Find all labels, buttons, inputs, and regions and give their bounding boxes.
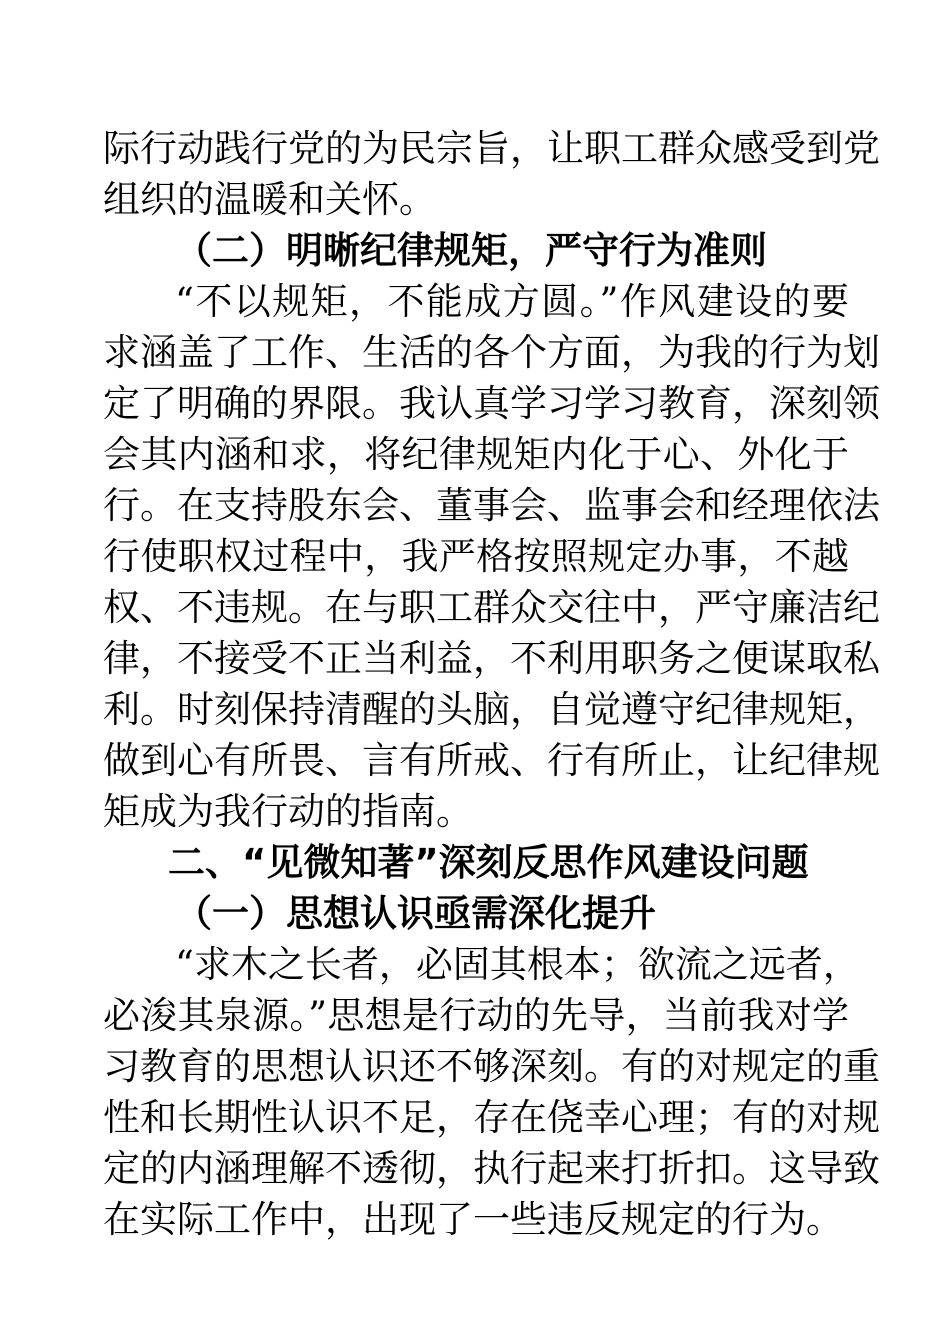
- paragraph-line: 组织的温暖和关怀。: [103, 178, 436, 221]
- paragraph-line: 在实际工作中，出现了一些违反规定的行为。: [103, 1198, 843, 1241]
- paragraph-line: 行使职权过程中，我严格按照规定办事，不越: [103, 535, 849, 578]
- paragraph-line: 求涵盖了工作、生活的各个方面，为我的行为划: [103, 331, 880, 374]
- paragraph-line: 际行动践行党的为民宗旨，让职工群众感受到党: [103, 127, 880, 170]
- paragraph-line: “求木之长者，必固其根本；欲流之远者，: [175, 943, 860, 986]
- paragraph-line: 性和长期性认识不足，存在侥幸心理；有的对规: [103, 1096, 880, 1139]
- paragraph-line: 行。在支持股东会、董事会、监事会和经理依法: [103, 484, 880, 527]
- paragraph-line: 权、不违规。在与职工群众交往中，严守廉洁纪: [103, 586, 880, 629]
- paragraph-line: 律，不接受不正当利益，不利用职务之便谋取私: [103, 637, 880, 680]
- paragraph-line: 利。时刻保持清醒的头脑，自觉遵守纪律规矩，: [103, 688, 880, 731]
- paragraph-line: “不以规矩，不能成方圆。”作风建设的要: [175, 280, 849, 323]
- paragraph-line: 定了明确的界限。我认真学习学习教育，深刻领: [103, 382, 880, 425]
- section-heading: 二、“见微知著”深刻反思作风建设问题: [168, 841, 809, 884]
- section-subheading: （一）思想认识亟需深化提升: [175, 892, 656, 935]
- paragraph-line: 必浚其泉源。”思想是行动的先导，当前我对学: [103, 994, 849, 1037]
- paragraph-line: 做到心有所畏、言有所戒、行有所止，让纪律规: [103, 739, 880, 782]
- section-subheading: （二）明晰纪律规矩，严守行为准则: [175, 229, 767, 272]
- paragraph-line: 习教育的思想认识还不够深刻。有的对规定的重: [103, 1045, 880, 1088]
- paragraph-line: 矩成为我行动的指南。: [103, 790, 473, 833]
- paragraph-line: 会其内涵和求，将纪律规矩内化于心、外化于: [103, 433, 849, 476]
- paragraph-line: 定的内涵理解不透彻，执行起来打折扣。这导致: [103, 1147, 880, 1190]
